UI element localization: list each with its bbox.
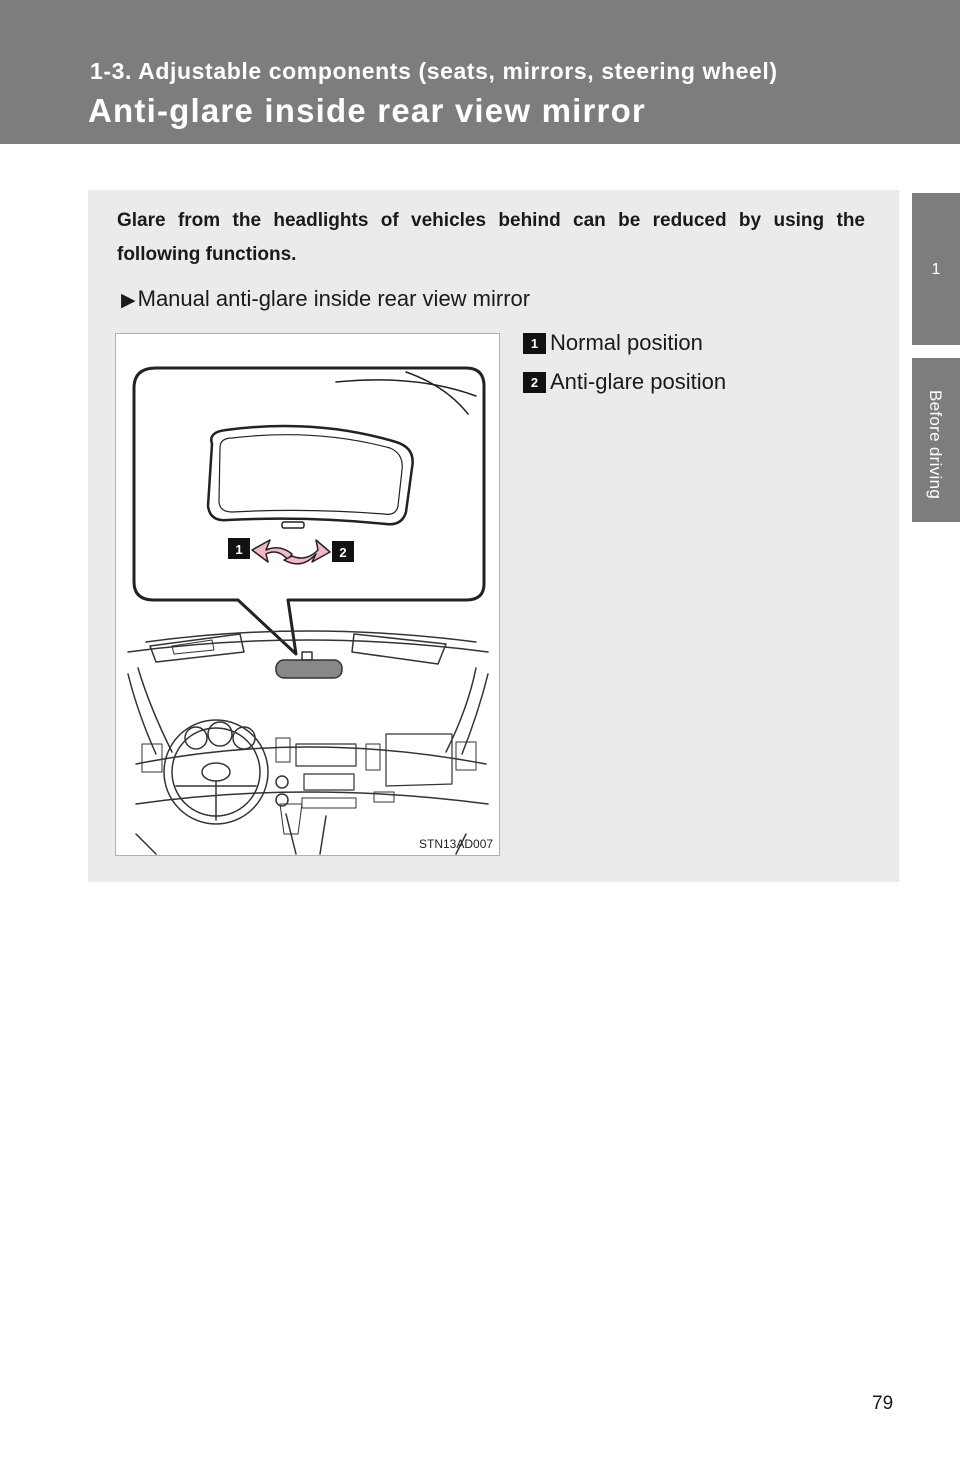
legend-item-anti-glare <box>523 369 726 395</box>
mirror-illustration-drawing <box>116 334 501 857</box>
legend-label-normal: Normal position <box>550 330 703 355</box>
legend-badge-2: 2 <box>523 372 546 393</box>
item-heading <box>121 286 530 312</box>
callout-1-text: 1 <box>235 542 243 557</box>
intro-text: Glare from the headlights of vehicles behind can be reduced by using the following functions. <box>117 210 865 265</box>
figure-id: STN13AD007 <box>419 837 494 851</box>
page-title: Anti-glare inside rear view mirror <box>88 92 646 129</box>
chapter-label: Before driving <box>926 390 945 500</box>
callout-badge-2 <box>332 541 354 562</box>
legend-badge-1: 1 <box>523 333 546 354</box>
mirror-illustration <box>115 333 500 856</box>
vehicle-interior-drawing <box>128 631 488 854</box>
callout-badge-1 <box>228 538 250 559</box>
item-heading-text: Manual anti-glare inside rear view mirror <box>137 286 531 311</box>
legend-label-anti-glare: Anti-glare position <box>550 369 727 394</box>
page-number: 79 <box>872 1393 894 1414</box>
chapter-number: 1 <box>931 261 941 278</box>
callout-2-text: 2 <box>339 545 347 560</box>
section-title: 1-3. Adjustable components (seats, mirrors, steering wheel) <box>90 58 778 84</box>
triangle-bullet-icon: ▶ <box>121 290 136 311</box>
legend-item-normal <box>523 330 703 356</box>
